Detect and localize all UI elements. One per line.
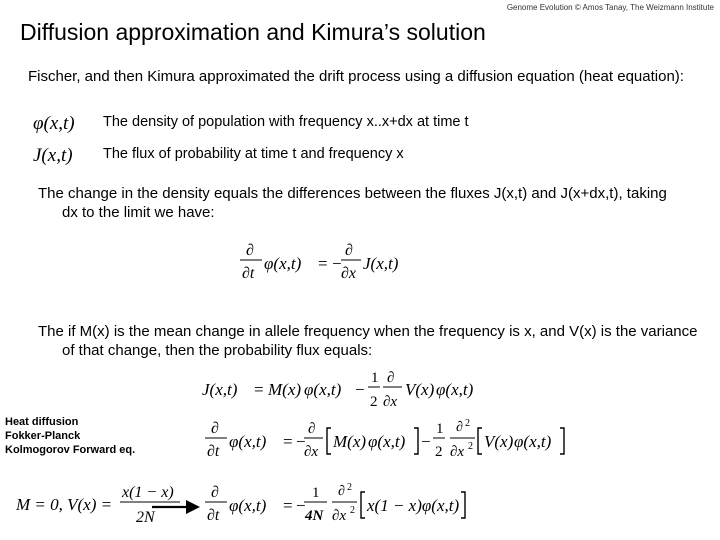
eq5-sq-bottom: 2 bbox=[350, 505, 355, 516]
eq1-minus: − bbox=[332, 254, 342, 273]
eq2-m: M(x) bbox=[268, 380, 302, 399]
eq1-partial-top-right: ∂ bbox=[345, 242, 353, 259]
eq5-one: 1 bbox=[312, 485, 320, 501]
eq3-partial-2: ∂ bbox=[456, 420, 463, 435]
eq5-sq-top: 2 bbox=[347, 482, 352, 493]
side-label-fokker-planck: Fokker-Planck bbox=[5, 430, 81, 442]
eq5-4n: 4N bbox=[305, 508, 324, 524]
eq2-two: 2 bbox=[370, 394, 378, 410]
eq3-minus-2: − bbox=[421, 432, 431, 451]
eq2-one: 1 bbox=[371, 370, 379, 386]
flux-equation bbox=[200, 368, 500, 414]
definition-j-text: The flux of probability at time t and frequency x bbox=[103, 146, 404, 162]
eq2-dx: ∂x bbox=[383, 394, 398, 410]
eq1-j: J(x,t) bbox=[363, 254, 399, 273]
eq3-phi-3: φ(x,t) bbox=[514, 432, 552, 451]
side-labels bbox=[5, 415, 135, 457]
definition-j-symbol: J(x,t) bbox=[33, 145, 73, 166]
eq5-x1mx-phi: x(1 − x)φ(x,t) bbox=[367, 496, 460, 515]
eq3-phi: φ(x,t) bbox=[229, 432, 267, 451]
density-change-paragraph: The change in the density equals the differences between the fluxes J(x,t) and J(x+dx,t), taking dx to the limit we have: bbox=[38, 185, 667, 221]
eq3-partial-dx-top: ∂ bbox=[308, 421, 316, 437]
eq1-equals: = bbox=[318, 254, 328, 273]
eq3-m: M(x) bbox=[333, 432, 367, 451]
eq3-sq-top: 2 bbox=[465, 418, 470, 429]
definition-phi-symbol: φ(x,t) bbox=[33, 113, 75, 134]
eq1-partial-top-left: ∂ bbox=[246, 242, 254, 259]
eq3-partial-top: ∂ bbox=[211, 420, 219, 437]
eq4-m-zero: M = 0, V(x) = bbox=[16, 495, 113, 514]
side-label-heat-diffusion: Heat diffusion bbox=[5, 416, 79, 428]
eq3-dx: ∂x bbox=[304, 444, 319, 460]
eq3-v: V(x) bbox=[484, 432, 514, 451]
eq2-equals: = bbox=[254, 380, 264, 399]
eq5-equals: = bbox=[283, 496, 293, 515]
eq3-minus: − bbox=[296, 432, 306, 451]
eq3-dt: ∂t bbox=[207, 443, 220, 460]
eq2-phi-2: φ(x,t) bbox=[436, 380, 474, 399]
eq2-j: J(x,t) bbox=[202, 380, 238, 399]
arrow-icon bbox=[150, 497, 202, 517]
eq4-x1mx: x(1 − x) bbox=[122, 484, 174, 501]
eq3-one: 1 bbox=[436, 421, 444, 437]
mean-change-paragraph: The if M(x) is the mean change in allele frequency when the frequency is x, and V(x) is the variance of that change, then the probability flux equals: bbox=[38, 323, 698, 359]
side-label-kolmogorov: Kolmogorov Forward eq. bbox=[5, 444, 136, 456]
slide-title: Diffusion approximation and Kimura’s solution bbox=[20, 19, 486, 45]
eq5-dx2: ∂x bbox=[332, 508, 347, 524]
eq1-dx: ∂x bbox=[341, 265, 357, 282]
header-credit: Genome Evolution © Amos Tanay, The Weizmann Institute bbox=[506, 3, 714, 12]
eq5-partial-top: ∂ bbox=[211, 484, 219, 501]
eq4-2n: 2N bbox=[136, 509, 155, 526]
intro-paragraph: Fischer, and then Kimura approximated the drift process using a diffusion equation (heat equation): bbox=[28, 68, 684, 85]
eq3-equals: = bbox=[283, 432, 293, 451]
eq5-phi: φ(x,t) bbox=[229, 496, 267, 515]
eq3-sq-bottom: 2 bbox=[468, 441, 473, 452]
eq5-partial-2: ∂ bbox=[338, 484, 345, 499]
eq5-minus: − bbox=[296, 496, 306, 515]
eq5-dt: ∂t bbox=[207, 507, 220, 524]
eq1-phi: φ(x,t) bbox=[264, 254, 302, 273]
eq3-two: 2 bbox=[435, 444, 443, 460]
fokker-planck-equation bbox=[203, 416, 583, 466]
eq2-v: V(x) bbox=[405, 380, 435, 399]
eq2-phi: φ(x,t) bbox=[304, 380, 342, 399]
eq3-phi-2: φ(x,t) bbox=[368, 432, 406, 451]
eq2-minus: − bbox=[355, 380, 365, 399]
eq2-partial: ∂ bbox=[387, 370, 395, 386]
continuity-equation bbox=[238, 238, 418, 288]
kimura-diffusion-equation bbox=[203, 480, 483, 530]
eq1-dt: ∂t bbox=[242, 265, 255, 282]
eq3-dx2: ∂x bbox=[450, 444, 465, 460]
definition-phi-text: The density of population with frequency x..x+dx at time t bbox=[103, 114, 469, 130]
